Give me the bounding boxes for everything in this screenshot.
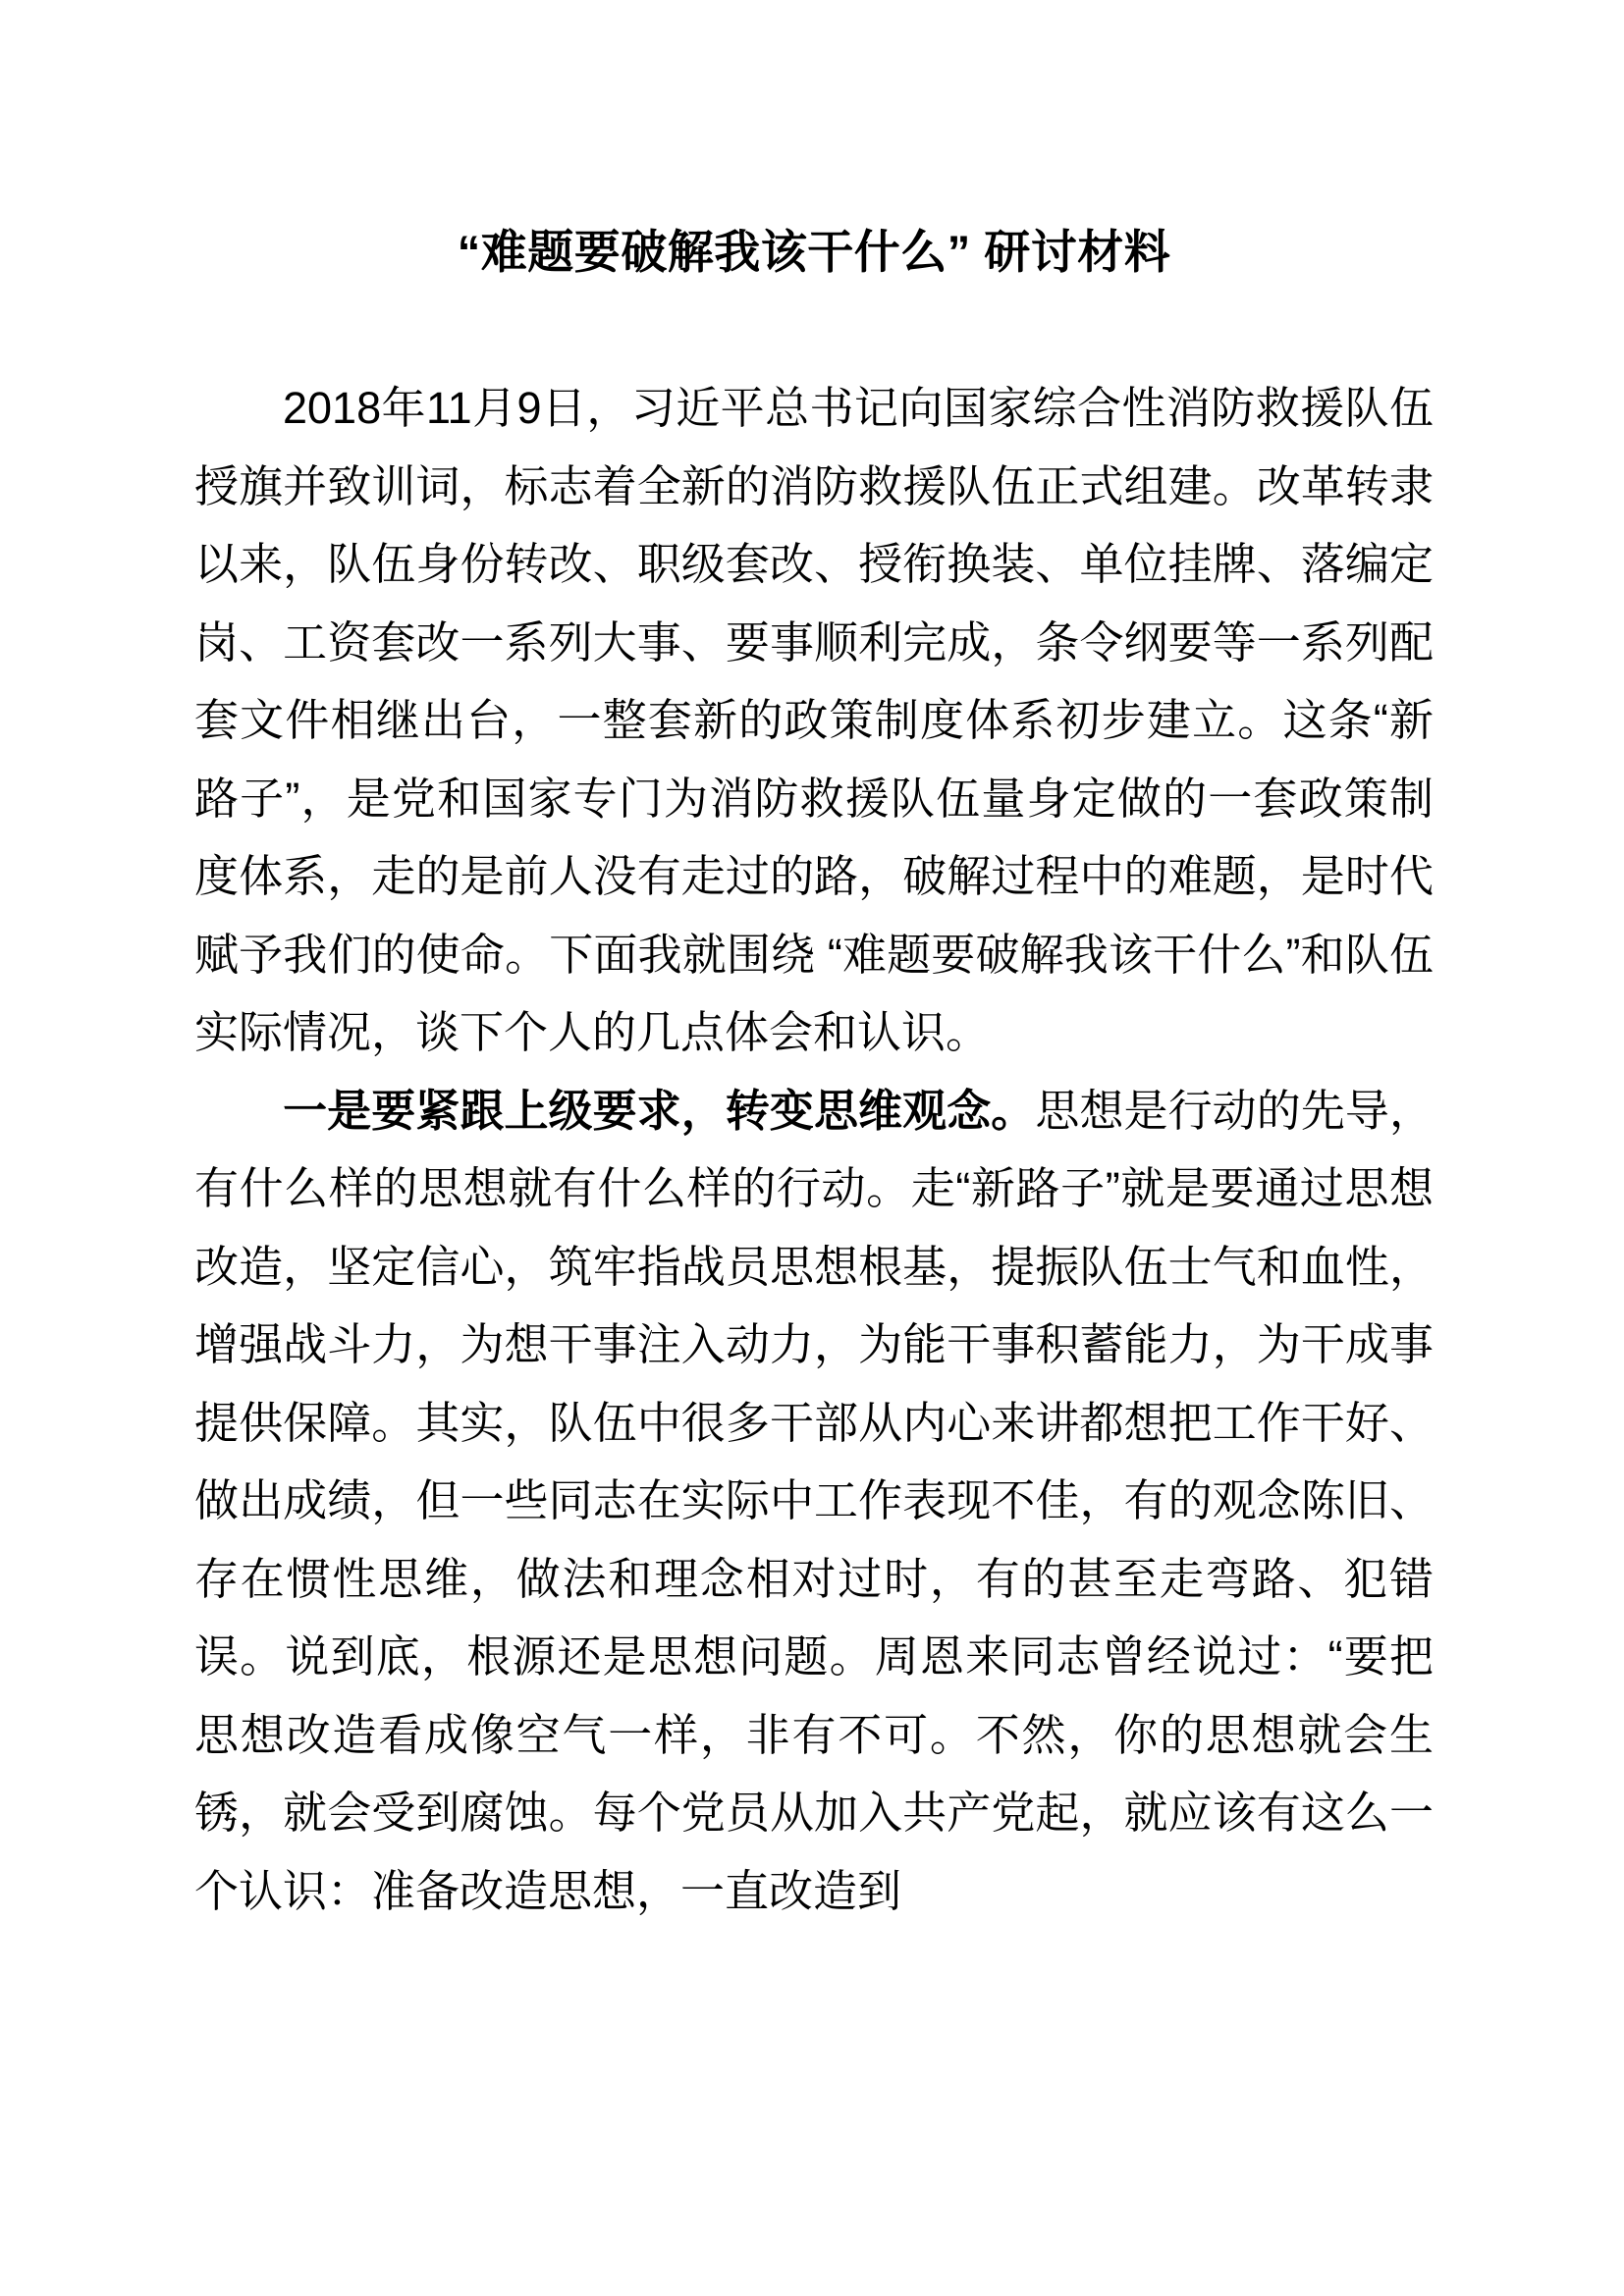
page-content — [194, 0, 1434, 1930]
paragraph-2-lead-in: 一是要紧跟上级要求，转变思维观念。 — [283, 1085, 1036, 1136]
document-body — [194, 369, 1434, 1930]
paragraph-1 — [194, 369, 1434, 1072]
page-title: “难题要破解我该干什么” 研讨材料 — [457, 226, 1171, 278]
paragraph-2-text: 思想是行动的先导，有什么样的思想就有什么样的行动。走“新路子”就是要通过思想改造，坚定信心，筑牢指战员思想根基，提振队伍士气和血性，增强战斗力，为想干事注入动力，为能干事积蓄能力，为干成事提供保障。其实，队伍中很多干部从内心来讲都想把工作干好、做出成绩，但一些同志在实际中工作表现不佳，有的观念陈旧、存在惯性思维，做法和理念相对过时，有的甚至走弯路、犯错误。说到底，根源还是思想问题。周恩来同志曾经说过：“要把思想改造看成像空气一样，非有不可。不然，你的思想就会生锈，就会受到腐蚀。每个党员从加入共产党起，就应该有这么一个认识：准备改造思想，一直改造到 — [194, 1085, 1434, 1916]
paragraph-1-text: 2018年11月9日，习近平总书记向国家综合性消防救援队伍授旗并致训词，标志着全新的消防救援队伍正式组建。改革转隶以来，队伍身份转改、职级套改、授衔换装、单位挂牌、落编定岗、工资套改一系列大事、要事顺利完成，条令纲要等一系列配套文件相继出台，一整套新的政策制度体系初步建立。这条“新路子”，是党和国家专门为消防救援队伍量身定做的一套政策制度体系，走的是前人没有走过的路，破解过程中的难题，是时代赋予我们的使命。下面我就围绕 “难题要破解我该干什么”和队伍实际情况，谈下个人的几点体会和认识。 — [194, 383, 1434, 1057]
paragraph-2 — [194, 1072, 1434, 1931]
